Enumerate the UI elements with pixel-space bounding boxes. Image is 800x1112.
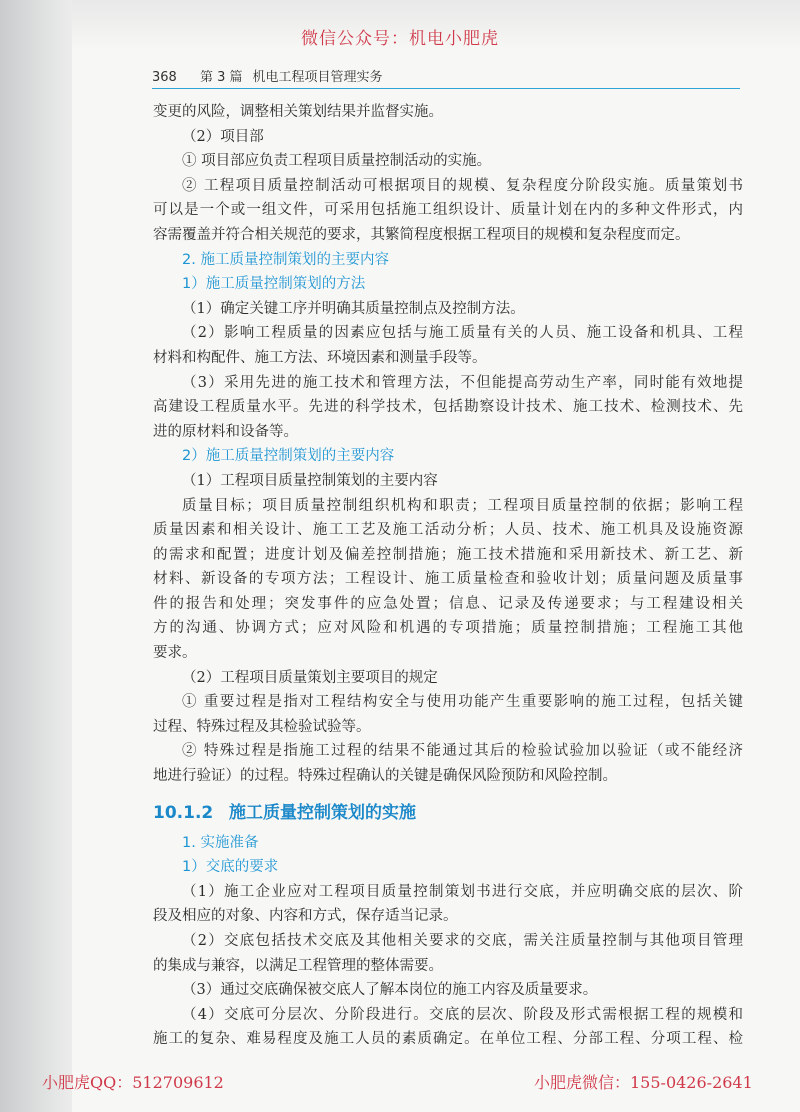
text-line: 地进行验证）的过程。特殊过程确认的关键是确保风险预防和风险控制。: [153, 768, 617, 785]
text-line: 的集成与兼容，以满足工程管理的整体需要。: [153, 957, 443, 974]
page-gutter: [0, 0, 72, 1112]
subheading: 2）施工质量控制策划的主要内容: [182, 448, 395, 465]
subheading: 1. 实施准备: [182, 834, 259, 851]
text-line: （1）工程项目质量控制策划的主要内容: [182, 472, 438, 489]
text-line: （1）确定关键工序并明确其质量控制点及控制方法。: [182, 300, 525, 317]
text-line: （3）通过交底确保被交底人了解本岗位的施工内容及质量要求。: [182, 982, 598, 999]
text-line: （2）交底包括技术交底及其他相关要求的交底，需关注质量控制与其他项目管理: [182, 933, 743, 949]
text-line: ① 项目部应负责工程项目质量控制活动的实施。: [182, 153, 492, 170]
part-title: 机电工程项目管理实务: [252, 70, 383, 85]
section-heading: [153, 795, 743, 831]
page-body: [153, 100, 743, 1052]
text-line: （2）项目部: [182, 128, 264, 145]
text-line: 材料、新设备的专项方法；工程设计、施工质量检查和验收计划；质量问题及质量事: [153, 571, 743, 588]
part-label: 第 3 篇: [200, 70, 243, 85]
page-number: 368: [152, 70, 177, 85]
text-line: 的需求和配置；进度计划及偏差控制措施；施工技术措施和采用新技术、新工艺、新: [153, 546, 743, 563]
text-line: （3）采用先进的施工技术和管理方法，不但能提高劳动生产率，同时能有效地提: [182, 374, 743, 391]
section-title: 施工质量控制策划的实施: [229, 802, 416, 823]
text-line: （2）影响工程质量的因素应包括与施工质量有关的人员、施工设备和机具、工程: [182, 325, 743, 342]
running-header: [152, 66, 740, 89]
text-line: 高建设工程质量水平。先进的科学技术，包括勘察设计技术、施工技术、检测技术、先: [153, 399, 743, 416]
text-line: 质量目标；项目质量控制组织机构和职责；工程项目质量控制的依据；影响工程: [182, 497, 743, 514]
text-line: 进的原材料和设备等。: [153, 423, 298, 440]
watermark-top: 微信公众号：机电小肥虎: [301, 29, 499, 49]
text-line: 质量因素和相关设计、施工工艺及施工活动分析；人员、技术、施工机具及设施资源: [153, 522, 743, 539]
watermark-bottom-left: 小肥虎QQ：512709612: [42, 1073, 224, 1092]
section-number: 10.1.2: [153, 802, 214, 823]
subheading: 2. 施工质量控制策划的主要内容: [182, 251, 389, 268]
text-line: 材料和构配件、施工方法、环境因素和测量手段等。: [153, 349, 487, 366]
text-line: （2）工程项目质量策划主要项目的规定: [182, 669, 438, 686]
text-line: 要求。: [153, 645, 197, 662]
text-line: ② 工程项目质量控制活动可根据项目的规模、复杂程度分阶段实施。质量策划书: [182, 177, 743, 194]
text-line: ① 重要过程是指对工程结构安全与使用功能产生重要影响的施工过程，包括关键: [182, 694, 743, 711]
text-line: （4）交底可分层次、分阶段进行。交底的层次、阶段及形式需根据工程的规模和: [182, 1006, 743, 1023]
text-line: 变更的风险，调整相关策划结果并监督实施。: [153, 104, 443, 120]
text-line: ② 特殊过程是指施工过程的结果不能通过其后的检验试验加以验证（或不能经济: [182, 743, 743, 760]
text-line: 施工的复杂、难易程度及施工人员的素质确定。在单位工程、分部工程、分项工程、检: [153, 1031, 743, 1048]
subheading: 1）交底的要求: [182, 859, 279, 876]
text-line: 方的沟通、协调方式；应对风险和机遇的专项措施；质量控制措施；工程施工其他: [153, 620, 743, 637]
watermark-bottom-right: 小肥虎微信：155-0426-2641: [534, 1073, 753, 1092]
text-line: 过程、特殊过程及其检验试验等。: [153, 718, 371, 735]
text-line: 可以是一个或一组文件，可采用包括施工组织设计、质量计划在内的多种文件形式，内: [153, 202, 743, 219]
subheading: 1）施工质量控制策划的方法: [182, 276, 366, 293]
text-line: 容需覆盖并符合相关规范的要求，其繁简程度根据工程项目的规模和复杂程度而定。: [153, 226, 690, 243]
text-line: 段及相应的对象、内容和方式，保存适当记录。: [153, 908, 458, 925]
text-line: （1）施工企业应对工程项目质量控制策划书进行交底，并应明确交底的层次、阶: [182, 883, 743, 900]
text-line: 件的报告和处理；突发事件的应急处置；信息、记录及传递要求；与工程建设相关: [153, 595, 743, 612]
